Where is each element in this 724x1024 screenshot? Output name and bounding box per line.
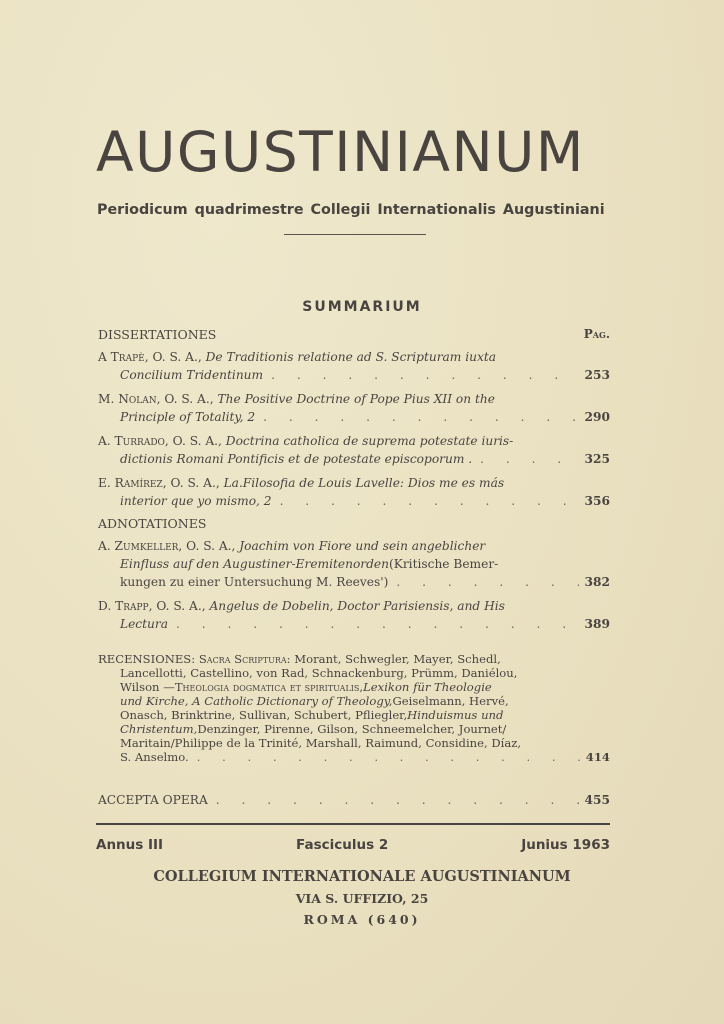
leader-dots [208, 793, 579, 807]
title-divider [284, 234, 426, 235]
publisher-city: ROMA (640) [303, 912, 421, 927]
entry-page: 356 [584, 494, 610, 508]
toc-entry [98, 390, 610, 426]
leader-dots [189, 750, 580, 764]
journal-title: AUGUSTINIANUM [96, 120, 585, 184]
entry-subtitle-cont: kungen zu einer Untersuchung M. Reeves') [120, 575, 389, 589]
annus: Annus III [96, 837, 164, 853]
adnotationes-section [98, 516, 610, 633]
accepta-section [98, 793, 610, 807]
entry-subtitle: (Kritische Bemer- [388, 557, 499, 571]
publisher-address: VIA S. UFFIZIO, 25 [295, 891, 429, 906]
entry-author: A Trapè [98, 350, 145, 364]
entry-title-cont: Concilium Tridentinum [120, 368, 264, 382]
recensiones-text: Geiselmann, Hervé, [392, 694, 509, 708]
entry-author: A. Zumkeller [98, 539, 179, 553]
summarium-heading: SUMMARIUM [302, 299, 422, 315]
fasciculus: Fasciculus 2 [296, 837, 389, 853]
recensiones-text: Lexikon für Theologie [363, 680, 492, 694]
entry-title-cont: interior que yo mismo, 2 [120, 494, 272, 508]
entry-page: 414 [585, 750, 610, 764]
leader-dots [388, 573, 578, 591]
entry-page: 382 [584, 575, 610, 589]
recensiones-category-sacra: Sacra Scriptura: [198, 652, 291, 666]
entry-order: , O. S. A., [144, 350, 202, 364]
leader-dots [263, 366, 578, 384]
entry-author: A. Turrado [98, 434, 165, 448]
entry-author: D. Trapp [98, 599, 149, 613]
entry-title: Doctrina catholica de suprema potestate iuris- [225, 434, 514, 448]
entry-title: La.Filosofia de Louis Lavelle: Dios me es más [223, 476, 505, 490]
entry-title: De Traditionis relatione ad S. Scripturam iuxta [205, 350, 497, 364]
entry-title-cont: Principle of Totality, 2 [120, 410, 256, 424]
recensiones-text: Christentum, [120, 722, 198, 736]
entry-page: 455 [584, 793, 610, 807]
recensiones-text: Wilson — [120, 680, 175, 694]
recensiones-category-theologia: Theologia dogmatica et spiritualis, [174, 680, 364, 694]
recensiones-text: S. Anselmo. [120, 750, 189, 764]
leader-dots [255, 408, 578, 426]
entry-title-cont: Lectura [120, 617, 168, 631]
toc-entry [98, 597, 610, 633]
entry-title: Angelus de Dobelin, Doctor Parisiensis, and His [209, 599, 505, 613]
entry-order: , O. S. A., [148, 599, 206, 613]
dissertationes-heading: DISSERTATIONES [98, 327, 217, 342]
entry-order: , O. S. A., [178, 539, 236, 553]
leader-dots [168, 615, 579, 633]
recensiones-text: Onasch, Brinktrine, Sullivan, Schubert, Pfliegler, [120, 708, 408, 722]
entry-title: The Positive Doctrine of Pope Pius XII on the [217, 392, 495, 406]
recensiones-section [98, 652, 610, 764]
leader-dots [472, 450, 578, 468]
recensiones-text: und Kirche, A Catholic Dictionary of Theology, [120, 694, 393, 708]
entry-page: 389 [584, 617, 610, 631]
toc-entry [98, 474, 610, 510]
toc-entry [98, 432, 610, 468]
accepta-label: ACCEPTA OPERA [98, 793, 208, 807]
recensiones-text: Hinduismus und [407, 708, 504, 722]
recensiones-text: Denzinger, Pirenne, Gilson, Schneemelcher, Journet/ [197, 722, 507, 736]
entry-author: M. Nolan [98, 392, 157, 406]
journal-subtitle: Periodicum quadrimestre Collegii Internationalis Augustiniani [97, 202, 605, 218]
entry-title: Joachim von Fiore und sein angeblicher [239, 539, 486, 553]
entry-page: 290 [584, 410, 610, 424]
issue-info [96, 837, 610, 853]
publisher-name: COLLEGIUM INTERNATIONALE AUGUSTINIANUM [153, 868, 571, 885]
entry-title-cont: Einfluss auf den Augustiner-Eremitenorden [120, 557, 389, 571]
entry-page: 253 [584, 368, 610, 382]
entry-author: E. Ramírez [98, 476, 163, 490]
recensiones-label: RECENSIONES: [98, 652, 196, 666]
issue-date: Junius 1963 [521, 837, 610, 853]
toc-entry [98, 537, 610, 591]
recensiones-text: Lancellotti, Castellino, von Rad, Schnackenburg, Prümm, Daniélou, [120, 666, 518, 680]
entry-title-cont: dictionis Romani Pontificis et de potestate episcoporum . [120, 452, 473, 466]
entry-order: , O. S. A., [164, 434, 222, 448]
recensiones-text: Maritain/Philippe de la Trinité, Marshall, Raimund, Considine, Díaz, [120, 736, 522, 750]
leader-dots [272, 492, 579, 510]
entry-order: , O. S. A., [156, 392, 214, 406]
toc-entry [98, 348, 610, 384]
dissertationes-section [98, 327, 610, 510]
adnotationes-heading: ADNOTATIONES [98, 516, 207, 531]
recensiones-text: Morant, Schwegler, Mayer, Schedl, [294, 652, 501, 666]
footer-divider [96, 823, 610, 825]
pag-label: Pag. [583, 327, 610, 341]
entry-page: 325 [584, 452, 610, 466]
entry-order: , O. S. A., [162, 476, 220, 490]
